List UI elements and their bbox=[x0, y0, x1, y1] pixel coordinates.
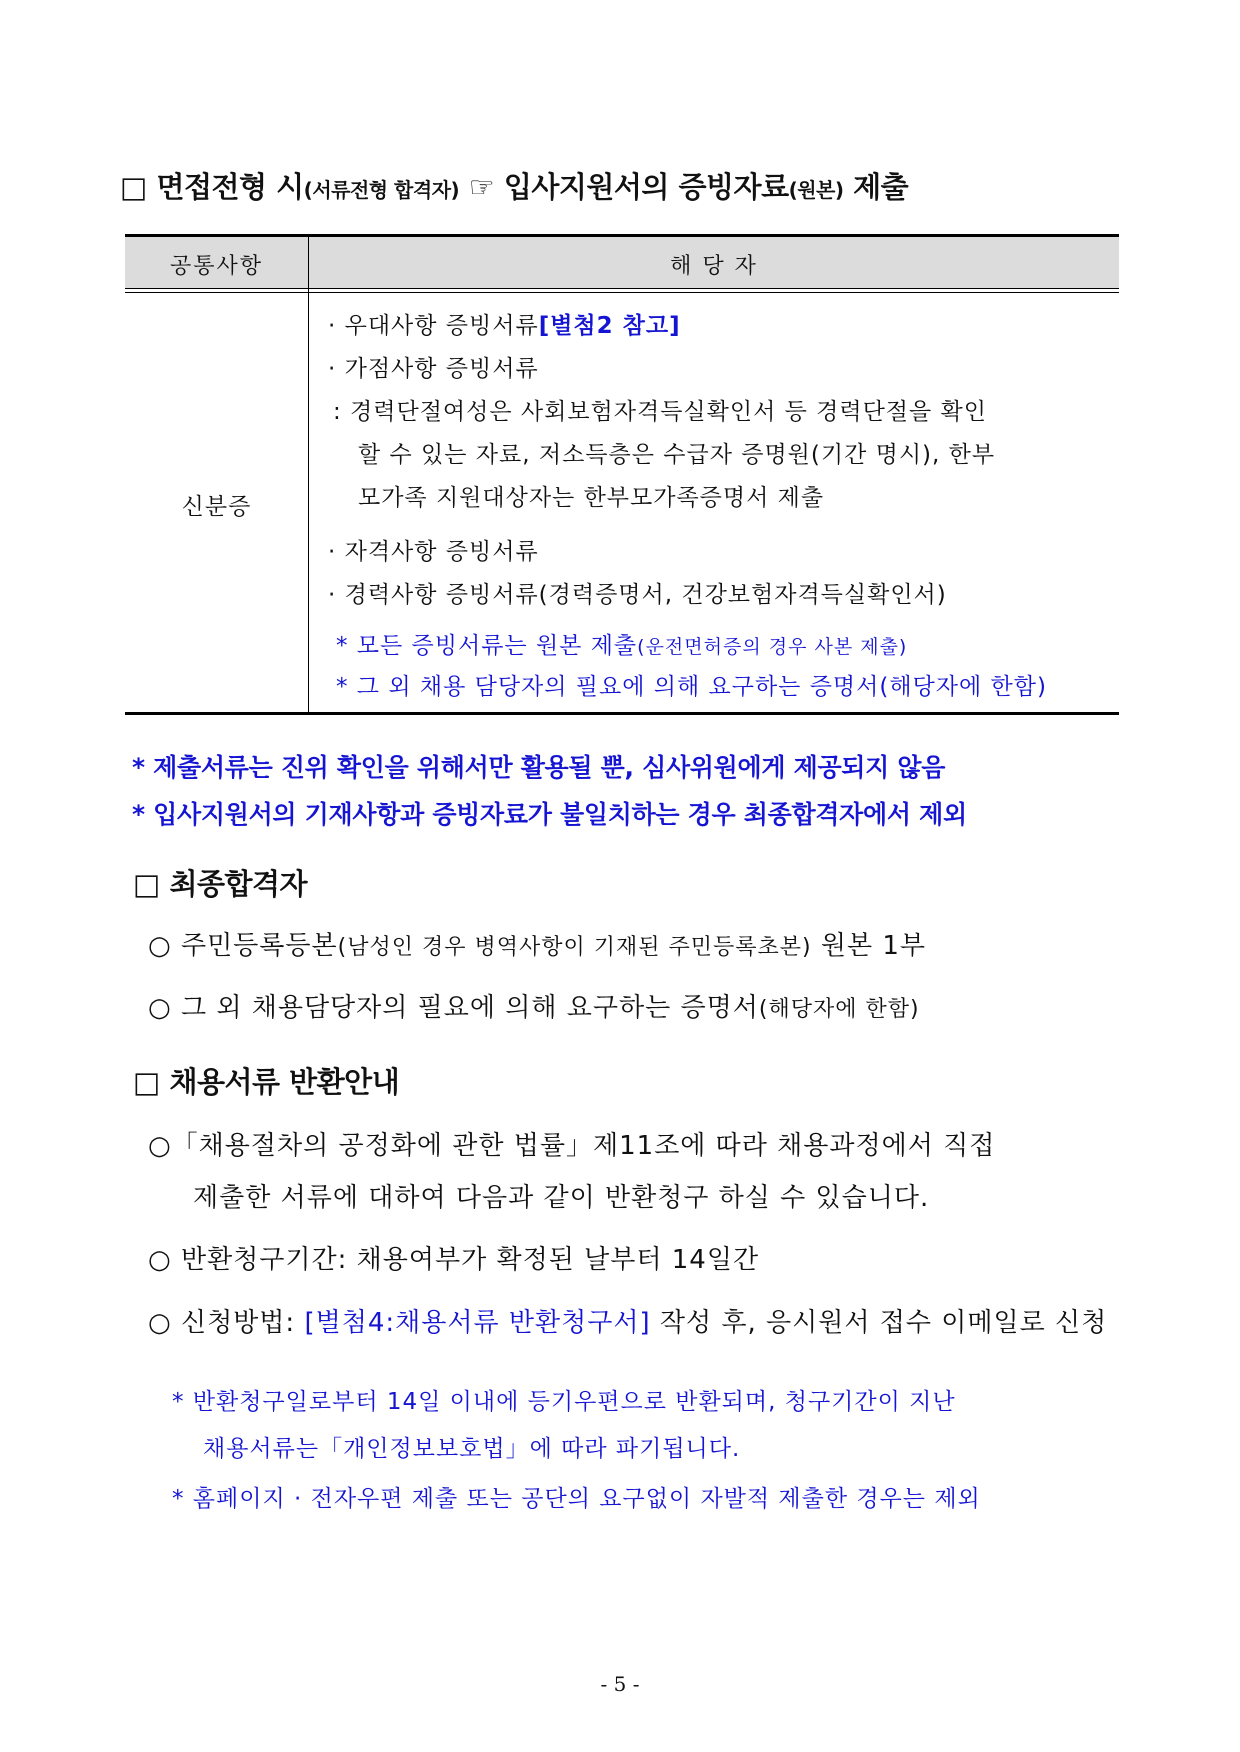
heading-end: 제출 bbox=[843, 170, 909, 204]
table-row-label: 신분증 bbox=[181, 494, 252, 520]
heading-arrow-text: ☞ 입사지원서의 증빙자료 bbox=[459, 170, 789, 204]
item-suffix: 원본 1부 bbox=[811, 931, 927, 961]
table-header-divider-2 bbox=[125, 292, 1119, 293]
item-text: ○ 그 외 채용담당자의 필요에 의해 요구하는 증명서 bbox=[148, 993, 759, 1023]
table-item-preferential bbox=[328, 307, 681, 340]
section-heading-interview bbox=[120, 165, 908, 206]
return-para-law-line2: 제출한 서류에 대하여 다음과 같이 반환청구 하실 수 있습니다. bbox=[193, 1183, 930, 1213]
item-reference: [별첨2 참고] bbox=[538, 313, 681, 339]
return-note-registered-mail-line1: * 반환청구일로부터 14일 이내에 등기우편으로 반환되며, 청구기간이 지난 bbox=[172, 1389, 956, 1415]
heading-main: □ 면접전형 시 bbox=[120, 170, 304, 204]
section-heading-return: □ 채용서류 반환안내 bbox=[133, 1065, 400, 1099]
item-text: ○ 주민등록등본 bbox=[148, 931, 338, 961]
table-bottom-border bbox=[125, 712, 1119, 715]
page-number: - 5 - bbox=[600, 1672, 640, 1696]
section-heading-final: □ 최종합격자 bbox=[133, 867, 308, 901]
table-top-border bbox=[125, 234, 1119, 237]
notice-mismatch: * 입사지원서의 기재사항과 증빙자료가 불일치하는 경우 최종합격자에서 제외 bbox=[132, 800, 967, 829]
table-column-divider bbox=[308, 237, 309, 714]
heading-paren2: (원본) bbox=[788, 178, 844, 202]
heading-paren: (서류전형 합격자) bbox=[303, 178, 460, 202]
table-item-bonus-detail-1: : 경력단절여성은 사회보험자격득실확인서 등 경력단절을 확인 bbox=[333, 399, 987, 425]
final-item-other bbox=[148, 987, 920, 1024]
table-item-bonus-detail-3: 모가족 지원대상자는 한부모가족증명서 제출 bbox=[358, 485, 825, 511]
note-text: * 모든 증빙서류는 원본 제출 bbox=[336, 633, 638, 659]
return-form-reference: [별첨4:채용서류 반환청구서] bbox=[304, 1308, 651, 1338]
table-header-divider-1 bbox=[125, 288, 1119, 289]
table-item-bonus-detail-2: 할 수 있는 자료, 저소득층은 수급자 증명원(기간 명시), 한부 bbox=[358, 442, 996, 468]
item-suffix: 작성 후, 응시원서 접수 이메일로 신청 bbox=[650, 1308, 1108, 1338]
return-note-exception: * 홈페이지 · 전자우편 제출 또는 공단의 요구없이 자발적 제출한 경우는 제외 bbox=[172, 1486, 981, 1512]
return-para-law-line1: ○「채용절차의 공정화에 관한 법률」제11조에 따라 채용과정에서 직접 bbox=[148, 1131, 996, 1161]
table-item-career: · 경력사항 증빙서류(경력증명서, 건강보험자격득실확인서) bbox=[328, 582, 947, 608]
return-period: ○ 반환청구기간: 채용여부가 확정된 날부터 14일간 bbox=[148, 1245, 760, 1275]
item-text: · 우대사항 증빙서류 bbox=[328, 313, 539, 339]
table-item-qualification: · 자격사항 증빙서류 bbox=[328, 539, 539, 565]
table-note-other: * 그 외 채용 담당자의 필요에 의해 요구하는 증명서(해당자에 한함) bbox=[336, 674, 1047, 700]
note-paren: (운전면허증의 경우 사본 제출) bbox=[637, 636, 908, 658]
notice-usage: * 제출서류는 진위 확인을 위해서만 활용될 뿐, 심사위원에게 제공되지 않음 bbox=[132, 753, 946, 782]
table-item-bonus: · 가점사항 증빙서류 bbox=[328, 356, 539, 382]
table-header-applicable: 해 당 자 bbox=[670, 254, 758, 279]
table-note-original bbox=[336, 627, 907, 660]
item-text: ○ 신청방법: bbox=[148, 1308, 305, 1338]
item-paren: (해당자에 한함) bbox=[758, 997, 920, 1022]
item-paren: (남성인 경우 병역사항이 기재된 주민등록초본) bbox=[337, 935, 812, 960]
return-note-registered-mail-line2: 채용서류는「개인정보보호법」에 따라 파기됩니다. bbox=[203, 1436, 741, 1462]
final-item-registration bbox=[148, 925, 926, 962]
return-method bbox=[148, 1302, 1107, 1339]
table-header-common: 공통사항 bbox=[169, 254, 263, 279]
